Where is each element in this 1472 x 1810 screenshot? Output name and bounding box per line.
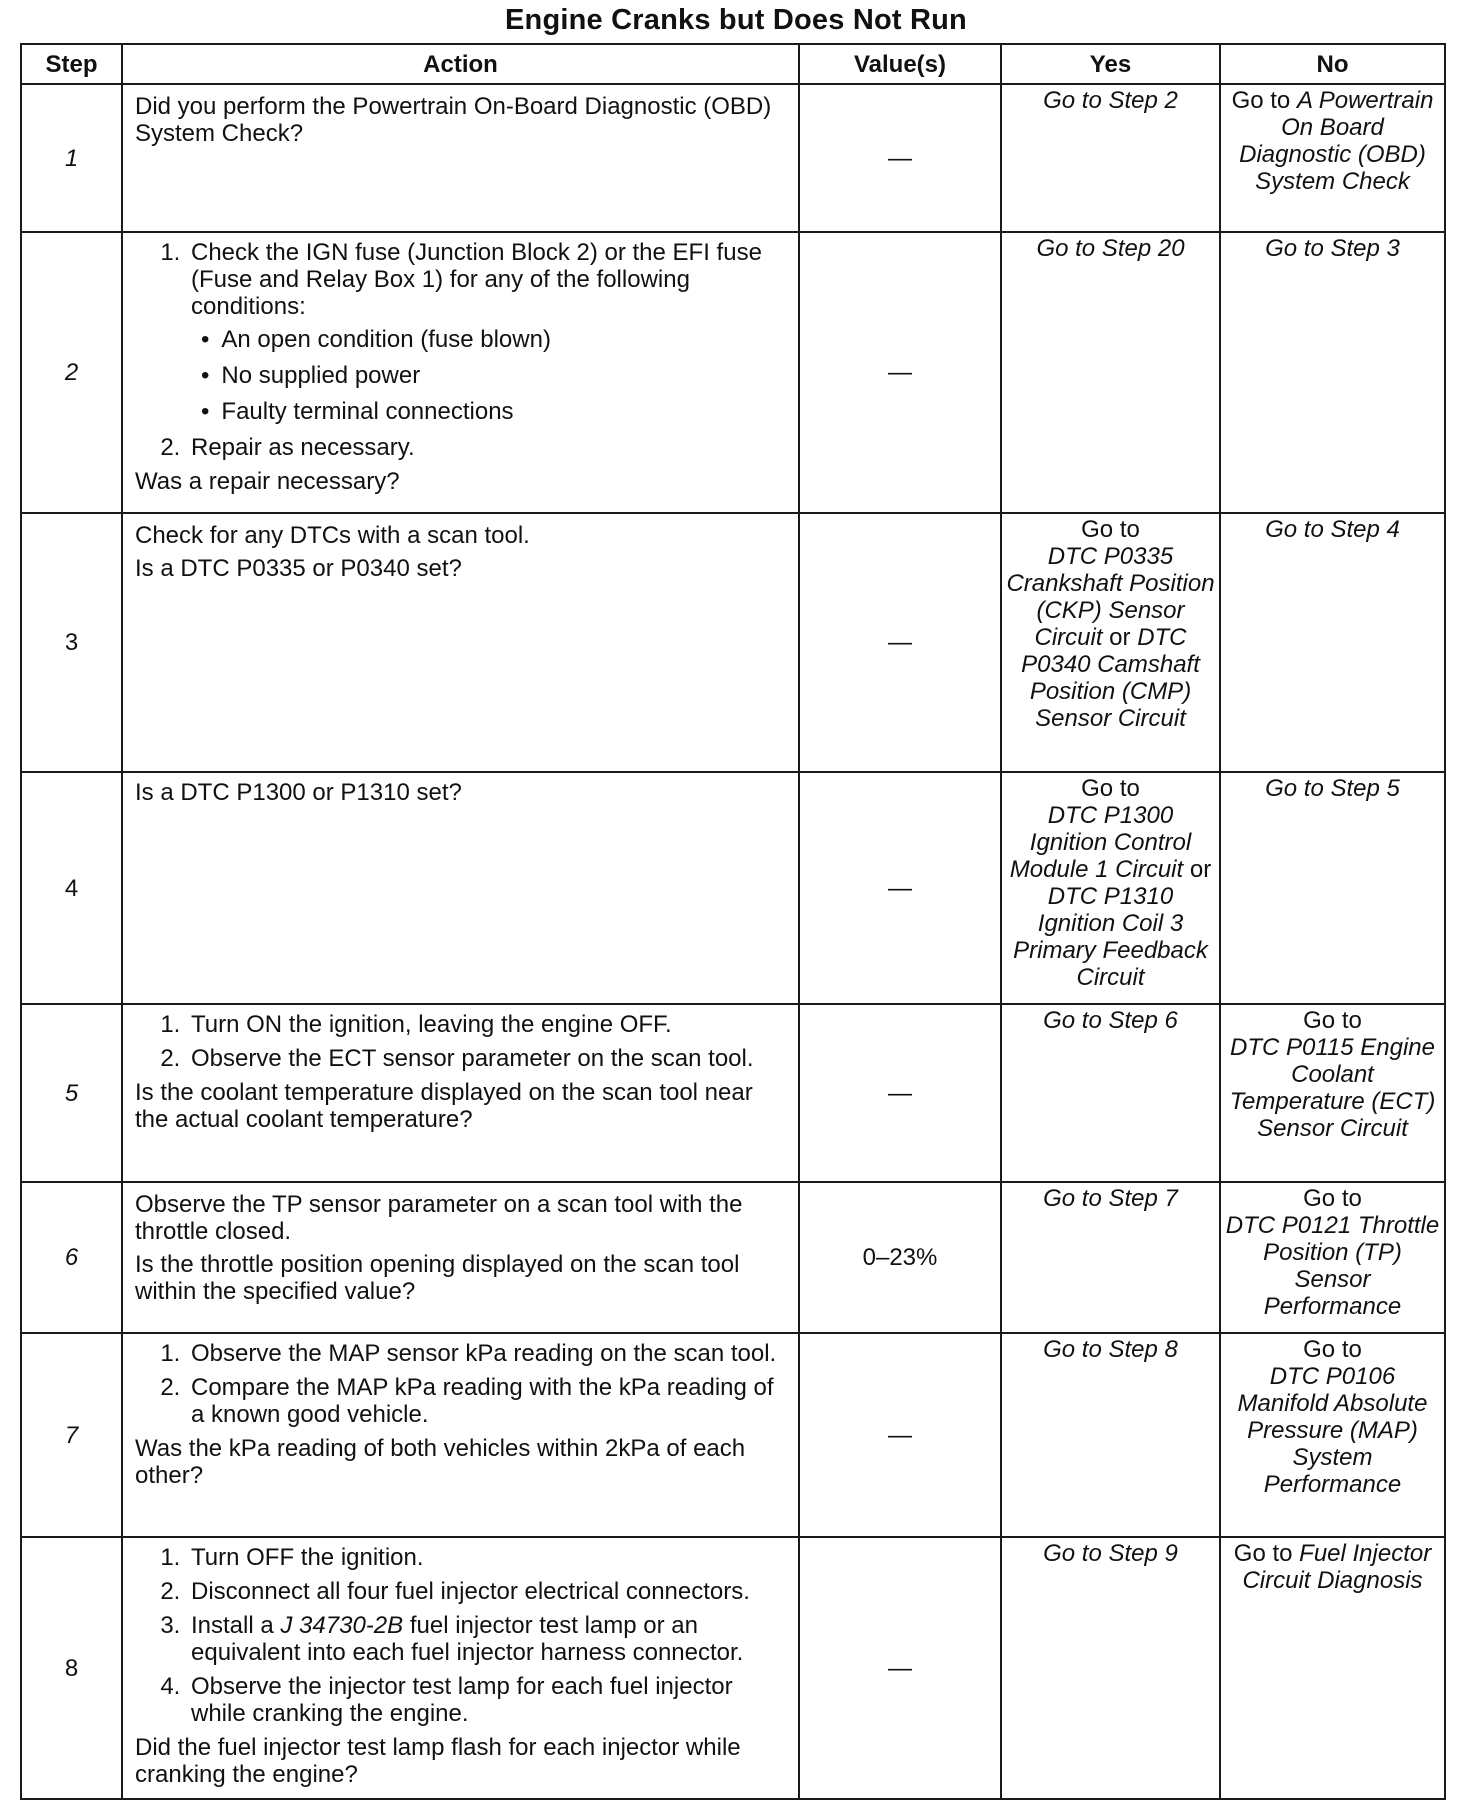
yes-cell: [1001, 1182, 1220, 1333]
yes-prefix: Go to: [1081, 775, 1140, 802]
no-link[interactable]: Go to Step 5: [1265, 775, 1400, 802]
step-number: 4: [21, 772, 122, 1004]
no-target: DTC P0106 Manifold Absolute Pressure (MAP) System Performance: [1237, 1363, 1428, 1498]
table-row: [21, 232, 1445, 513]
action-question: Was a repair necessary?: [135, 468, 400, 495]
header-action: Action: [122, 44, 799, 84]
no-cell: [1220, 1182, 1445, 1333]
action-step: [187, 239, 788, 425]
condition-bullet: • No supplied power: [217, 362, 788, 389]
step-number: 1: [21, 84, 122, 232]
no-link[interactable]: [1221, 1334, 1444, 1504]
action-question: Is the coolant temperature displayed on the scan tool near the actual coolant temperature?: [135, 1079, 753, 1133]
action-cell: [122, 232, 799, 513]
action-cell: [122, 84, 799, 232]
no-target: DTC P0121 Throttle Position (TP) Sensor Performance: [1225, 1212, 1440, 1320]
value-cell: 0–23%: [799, 1182, 1001, 1333]
action-step: 1. Observe the MAP sensor kPa reading on the scan tool.: [187, 1340, 788, 1367]
action-question: Is the throttle position opening displayed on the scan tool within the specified value?: [135, 1251, 740, 1305]
action-question: Is a DTC P0335 or P0340 set?: [135, 555, 462, 582]
action-step: 2. Disconnect all four fuel injector electrical connectors.: [187, 1578, 788, 1605]
no-prefix: Go to: [1231, 87, 1297, 114]
yes-link[interactable]: Go to Step 7: [1043, 1185, 1178, 1212]
step-number: 6: [21, 1182, 122, 1333]
header-no: No: [1220, 44, 1445, 84]
yes-target-1: DTC P1300 Ignition Control Module 1 Circuit: [1009, 802, 1192, 883]
no-link[interactable]: [1221, 85, 1444, 201]
action-step-text: fuel injector test lamp or an equivalent into each fuel injector harness connector.: [191, 1612, 744, 1666]
yes-cell: [1001, 1333, 1220, 1537]
yes-connector: or: [1189, 856, 1212, 883]
page-title: Engine Cranks but Does Not Run: [505, 4, 967, 36]
table-row: [21, 1182, 1445, 1333]
no-cell: [1220, 772, 1445, 1004]
value-cell: —: [799, 772, 1001, 1004]
header-step: Step: [21, 44, 122, 84]
action-step: [187, 1612, 788, 1666]
yes-cell: [1001, 1004, 1220, 1182]
no-prefix: Go to: [1303, 1185, 1362, 1212]
yes-cell: [1001, 84, 1220, 232]
table-row: [21, 84, 1445, 232]
step-number: 3: [21, 513, 122, 772]
no-cell: [1220, 1537, 1445, 1799]
step-number: 7: [21, 1333, 122, 1537]
action-step-text: Install a: [191, 1612, 281, 1639]
no-prefix: Go to: [1303, 1007, 1362, 1034]
condition-bullet: • Faulty terminal connections: [217, 398, 788, 425]
action-step: 4. Observe the injector test lamp for each fuel injector while cranking the engine.: [187, 1673, 788, 1727]
yes-cell: [1001, 772, 1220, 1004]
header-yes: Yes: [1001, 44, 1220, 84]
table-row: [21, 1333, 1445, 1537]
action-cell: [122, 1333, 799, 1537]
yes-connector: or: [1102, 624, 1138, 651]
action-step: 2. Repair as necessary.: [187, 434, 788, 461]
no-prefix: Go to: [1303, 1336, 1362, 1363]
yes-link[interactable]: Go to Step 8: [1043, 1336, 1178, 1363]
action-cell: [122, 1537, 799, 1799]
value-cell: —: [799, 1537, 1001, 1799]
no-target: A Powertrain On Board Diagnostic (OBD) System Check: [1239, 87, 1434, 195]
no-prefix: Go to: [1233, 1540, 1300, 1567]
value-cell: —: [799, 232, 1001, 513]
yes-link[interactable]: [1002, 514, 1219, 738]
no-link[interactable]: Go to Step 4: [1265, 516, 1400, 543]
action-step-text: Check the IGN fuse (Junction Block 2) or the EFI fuse (Fuse and Relay Box 1) for any of the following conditions:: [191, 239, 762, 320]
no-cell: [1220, 513, 1445, 772]
value-cell: —: [799, 1004, 1001, 1182]
no-target: DTC P0115 Engine Coolant Temperature (ECT) Sensor Circuit: [1229, 1034, 1436, 1142]
no-cell: [1220, 232, 1445, 513]
action-cell: [122, 1004, 799, 1182]
no-cell: [1220, 1333, 1445, 1537]
action-instruction: Check for any DTCs with a scan tool.: [135, 522, 530, 549]
no-cell: [1220, 84, 1445, 232]
action-step: 2. Compare the MAP kPa reading with the kPa reading of a known good vehicle.: [187, 1374, 788, 1428]
no-cell: [1220, 1004, 1445, 1182]
table-row: [21, 772, 1445, 1004]
action-cell: [122, 1182, 799, 1333]
yes-cell: [1001, 232, 1220, 513]
step-number: 8: [21, 1537, 122, 1799]
action-cell: [122, 772, 799, 1004]
step-number: 2: [21, 232, 122, 513]
yes-target-2: DTC P1310 Ignition Coil 3 Primary Feedback Circuit: [1013, 883, 1208, 991]
yes-cell: [1001, 1537, 1220, 1799]
yes-target-2: DTC P0340 Camshaft Position (CMP) Sensor Circuit: [1021, 624, 1200, 732]
condition-bullet: • An open condition (fuse blown): [217, 326, 788, 353]
action-question: Is a DTC P1300 or P1310 set?: [135, 779, 462, 806]
header-values: Value(s): [799, 44, 1001, 84]
action-question: Was the kPa reading of both vehicles within 2kPa of each other?: [135, 1435, 746, 1489]
tool-number: J 34730-2B: [280, 1612, 404, 1639]
table-row: [21, 1004, 1445, 1182]
no-link[interactable]: [1221, 1005, 1444, 1148]
table-row: [21, 513, 1445, 772]
table-row: [21, 1537, 1445, 1799]
value-cell: —: [799, 513, 1001, 772]
no-link[interactable]: [1221, 1538, 1444, 1600]
no-target: Fuel Injector Circuit Diagnosis: [1242, 1540, 1432, 1594]
yes-link[interactable]: [1002, 773, 1219, 997]
yes-link[interactable]: Go to Step 2: [1043, 87, 1178, 114]
yes-prefix: Go to: [1081, 516, 1140, 543]
action-instruction: Observe the TP sensor parameter on a scan tool with the throttle closed.: [135, 1191, 743, 1245]
yes-link[interactable]: Go to Step 6: [1043, 1007, 1178, 1034]
action-question: Did the fuel injector test lamp flash for each injector while cranking the engine?: [135, 1734, 741, 1788]
no-link[interactable]: Go to Step 3: [1265, 235, 1400, 262]
yes-target-1: DTC P0335 Crankshaft Position (CKP) Sensor Circuit: [1006, 543, 1215, 651]
yes-cell: [1001, 513, 1220, 772]
action-step: 2. Observe the ECT sensor parameter on the scan tool.: [187, 1045, 788, 1072]
yes-link[interactable]: Go to Step 9: [1043, 1540, 1178, 1567]
step-number: 5: [21, 1004, 122, 1182]
diagnostic-table: [20, 43, 1446, 1800]
action-question: Did you perform the Powertrain On-Board Diagnostic (OBD) System Check?: [135, 93, 772, 147]
value-cell: —: [799, 84, 1001, 232]
yes-link[interactable]: Go to Step 20: [1036, 235, 1185, 262]
value-cell: —: [799, 1333, 1001, 1537]
action-cell: [122, 513, 799, 772]
action-step: 1. Turn OFF the ignition.: [187, 1544, 788, 1571]
action-step: 1. Turn ON the ignition, leaving the engine OFF.: [187, 1011, 788, 1038]
table-header-row: [21, 44, 1445, 84]
no-link[interactable]: [1221, 1183, 1444, 1326]
